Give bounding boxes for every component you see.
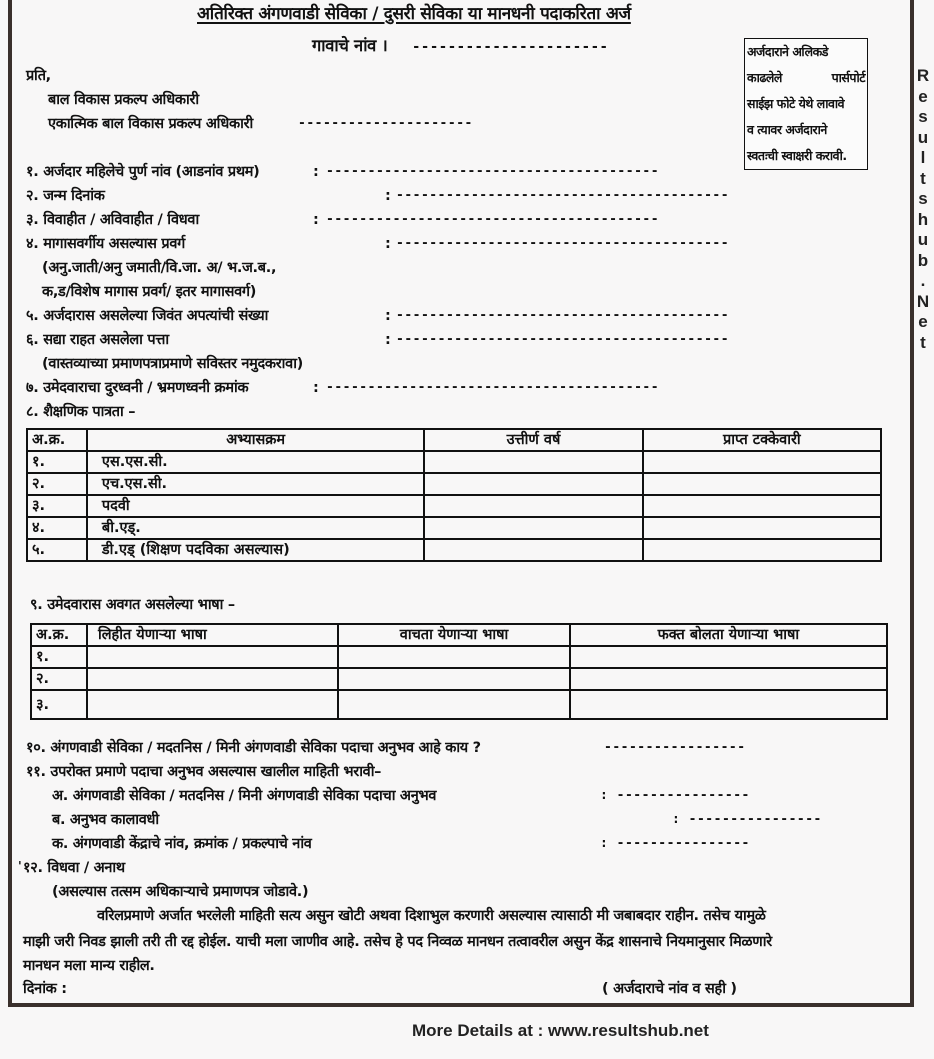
- serial-cell: २.: [31, 668, 87, 690]
- form-title: अतिरिक्त अंगणवाडी सेविका / दुसरी सेविका या मानधनी पदाकरिता अर्ज: [197, 4, 631, 24]
- anganwadi-center-field[interactable]: : ----------------: [600, 836, 750, 851]
- table-row: [31, 668, 887, 690]
- watermark-letter: e: [918, 312, 928, 331]
- column-header-serial: अ.क्र.: [27, 429, 87, 451]
- field-separator: :: [385, 188, 391, 204]
- photo-instruction-word: काढलेले: [747, 70, 782, 85]
- column-header-passing-year: उत्तीर्ण वर्ष: [424, 429, 642, 451]
- watermark-letter: h: [917, 209, 929, 229]
- question-12: १२. विधवा / अनाथ: [23, 860, 125, 876]
- passing-year-cell[interactable]: [424, 539, 642, 561]
- table-row: [27, 539, 881, 561]
- education-heading: ८. शैक्षणिक पात्रता –: [26, 404, 136, 420]
- watermark-letter: b: [917, 250, 929, 270]
- addressee-line-1: बाल विकास प्रकल्प अधिकारी: [48, 92, 199, 108]
- passing-year-cell[interactable]: [424, 495, 642, 517]
- watermark-letter: u: [917, 230, 929, 249]
- field-separator: :: [385, 332, 391, 348]
- addressee-to: प्रति,: [26, 68, 51, 84]
- percentage-cell[interactable]: [643, 495, 881, 517]
- watermark-letter: s: [918, 189, 928, 208]
- phone-field[interactable]: ----------------------------------------: [326, 380, 660, 395]
- column-header-serial: अ.क्र.: [31, 624, 87, 646]
- field-label-birth-date: २. जन्म दिनांक: [26, 188, 105, 204]
- category-note-2: क,ड/विशेष मागास प्रवर्ग/ इतर मागासवर्ग): [42, 284, 257, 300]
- question-11a: अ. अंगणवाडी सेविका / मतदनिस / मिनी अंगणवाडी सेविका पदाचा अनुभव: [52, 788, 437, 804]
- table-row: [27, 517, 881, 539]
- photo-instruction-line: व त्यावर अर्जदाराने: [747, 122, 827, 137]
- field-label-address: ६. सद्या राहत असलेला पत्ता: [26, 332, 169, 348]
- watermark-letter: u: [917, 127, 929, 147]
- footer-more-details: More Details at : www.resultshub.net: [412, 1021, 709, 1040]
- declaration-line-3: मानधन मला मान्य राहील.: [23, 958, 155, 974]
- column-header-speak: फक्त बोलता येणाऱ्या भाषा: [570, 624, 887, 646]
- table-row: [27, 495, 881, 517]
- serial-cell: १.: [27, 451, 87, 473]
- question-10: १०. अंगणवाडी सेविका / मदतनिस / मिनी अंगणवाडी सेविका पदाचा अनुभव आहे काय ?: [26, 740, 481, 756]
- experience-post-field[interactable]: : ----------------: [600, 788, 750, 803]
- column-header-write: लिहीत येणाऱ्या भाषा: [87, 624, 338, 646]
- serial-cell: ३.: [27, 495, 87, 517]
- passing-year-cell[interactable]: [424, 451, 642, 473]
- question-11c: क. अंगणवाडी केंद्राचे नांव, क्रमांक / प्रकल्पाचे नांव: [52, 836, 312, 852]
- frame-bottom-border: [8, 1003, 914, 1007]
- experience-yes-no-field[interactable]: -----------------: [604, 740, 746, 755]
- serial-cell: २.: [27, 473, 87, 495]
- write-language-cell[interactable]: [87, 646, 338, 668]
- table-row: [31, 690, 887, 719]
- education-table: [26, 428, 882, 562]
- languages-header-row: [31, 624, 887, 646]
- field-label-full-name: १. अर्जदार महिलेचे पुर्ण नांव (आडनांव प्रथम): [26, 164, 260, 180]
- question-11: ११. उपरोक्त प्रमाणे पदाचा अनुभव असल्यास खालील माहिती भरावी–: [26, 764, 382, 780]
- field-separator: :: [385, 236, 391, 252]
- course-cell: पदवी: [87, 495, 424, 517]
- watermark-letter: N: [916, 291, 930, 311]
- read-language-cell[interactable]: [338, 690, 569, 719]
- field-separator: :: [313, 380, 319, 396]
- percentage-cell[interactable]: [643, 451, 881, 473]
- course-cell: एस.एस.सी.: [87, 451, 424, 473]
- column-header-percentage: प्राप्त टक्केवारी: [643, 429, 881, 451]
- watermark-letter: l: [920, 148, 926, 167]
- course-cell: डी.एड् (शिक्षण पदविका असल्यास): [87, 539, 424, 561]
- course-cell: एच.एस.सी.: [87, 473, 424, 495]
- q12-mark: ': [18, 859, 22, 873]
- marital-status-field[interactable]: ----------------------------------------: [326, 212, 660, 227]
- field-label-phone: ७. उमेदवाराचा दुरध्वनी / भ्रमणध्वनी क्रमांक: [26, 380, 249, 396]
- watermark-letter: t: [920, 168, 926, 188]
- declaration-line-2: माझी जरी निवड झाली तरी ती रद्द होईल. याची मला जाणीव आहे. तसेच हे पद निव्वळ मानधन तत्वावरील असुन केंद्र शासनाचे नियमानुसार मिळणारे: [23, 934, 772, 950]
- village-label: गावाचे नांव ।: [312, 36, 388, 55]
- languages-table: [30, 623, 888, 720]
- field-separator: :: [313, 164, 319, 180]
- photo-instruction-line: स्वतःची स्वाक्षरी करावी.: [747, 148, 847, 163]
- serial-cell: १.: [31, 646, 87, 668]
- speak-language-cell[interactable]: [570, 690, 887, 719]
- officer-name-field[interactable]: ---------------------: [298, 116, 473, 131]
- question-11b: ब. अनुभव कालावधी: [52, 812, 159, 828]
- passing-year-cell[interactable]: [424, 473, 642, 495]
- watermark-letter: .: [920, 271, 926, 290]
- experience-duration-field[interactable]: : ----------------: [672, 812, 822, 827]
- percentage-cell[interactable]: [643, 539, 881, 561]
- table-row: [27, 473, 881, 495]
- field-label-marital-status: ३. विवाहीत / अविवाहीत / विधवा: [26, 212, 199, 228]
- watermark-letter: t: [920, 332, 926, 352]
- table-row: [27, 451, 881, 473]
- write-language-cell[interactable]: [87, 668, 338, 690]
- frame-left-border: [8, 0, 12, 1007]
- read-language-cell[interactable]: [338, 646, 569, 668]
- serial-cell: ४.: [27, 517, 87, 539]
- serial-cell: ५.: [27, 539, 87, 561]
- address-field[interactable]: ----------------------------------------: [396, 332, 730, 347]
- passing-year-cell[interactable]: [424, 517, 642, 539]
- speak-language-cell[interactable]: [570, 668, 887, 690]
- table-row: [31, 646, 887, 668]
- declaration-line-1: वरिलप्रमाणे अर्जात भरलेली माहिती सत्य असुन खोटी अथवा दिशाभुल करणारी असल्यास त्यासाठी मी जबाबदार राहीन. तसेच यामुळे: [97, 908, 766, 924]
- education-header-row: [27, 429, 881, 451]
- course-cell: बी.एड्.: [87, 517, 424, 539]
- date-label: दिनांक :: [23, 981, 67, 997]
- category-field[interactable]: ----------------------------------------: [396, 236, 730, 251]
- birth-date-field[interactable]: ----------------------------------------: [396, 188, 730, 203]
- speak-language-cell[interactable]: [570, 646, 887, 668]
- column-header-read: वाचता येणाऱ्या भाषा: [338, 624, 569, 646]
- addressee-line-2: एकात्मिक बाल विकास प्रकल्प अधिकारी: [48, 116, 253, 132]
- watermark-letter: R: [916, 66, 930, 85]
- village-name-field[interactable]: ----------------------: [412, 39, 609, 55]
- frame-right-border: [910, 0, 914, 1007]
- column-header-course: अभ्यासक्रम: [87, 429, 424, 451]
- serial-cell: ३.: [31, 690, 87, 719]
- photo-placeholder-box[interactable]: [744, 38, 868, 170]
- photo-instruction-line: साईझ फोटे येथे लावावे: [747, 96, 845, 111]
- question-12-note: (असल्यास तत्सम अधिकाऱ्याचे प्रमाणपत्र जोडावे.): [52, 884, 309, 900]
- field-separator: :: [313, 212, 319, 228]
- percentage-cell[interactable]: [643, 517, 881, 539]
- children-count-field[interactable]: ----------------------------------------: [396, 308, 730, 323]
- signature-label: ( अर्जदाराचे नांव व सही ): [602, 981, 737, 997]
- read-language-cell[interactable]: [338, 668, 569, 690]
- side-watermark: [915, 66, 931, 353]
- field-separator: :: [385, 308, 391, 324]
- languages-heading: ९. उमेदवारास अवगत असलेल्या भाषा –: [30, 597, 235, 613]
- write-language-cell[interactable]: [87, 690, 338, 719]
- full-name-field[interactable]: ----------------------------------------: [326, 164, 660, 179]
- category-note-1: (अनु.जाती/अनु जमाती/वि.जा. अ/ भ.ज.ब.,: [42, 260, 277, 276]
- watermark-letter: s: [918, 107, 928, 126]
- percentage-cell[interactable]: [643, 473, 881, 495]
- watermark-letter: e: [918, 86, 928, 106]
- field-label-category: ४. मागासवर्गीय असल्यास प्रवर्ग: [26, 236, 185, 252]
- field-label-children-count: ५. अर्जदारास असलेल्या जिवंत अपत्यांची संख्या: [26, 308, 269, 324]
- photo-instruction-word: पार्सपोर्ट: [831, 70, 865, 85]
- photo-instruction-line: अर्जदाराने अलिकडे: [747, 44, 828, 59]
- address-note: (वास्तव्याच्या प्रमाणपत्राप्रमाणे सविस्तर नमुदकरावा): [42, 356, 303, 372]
